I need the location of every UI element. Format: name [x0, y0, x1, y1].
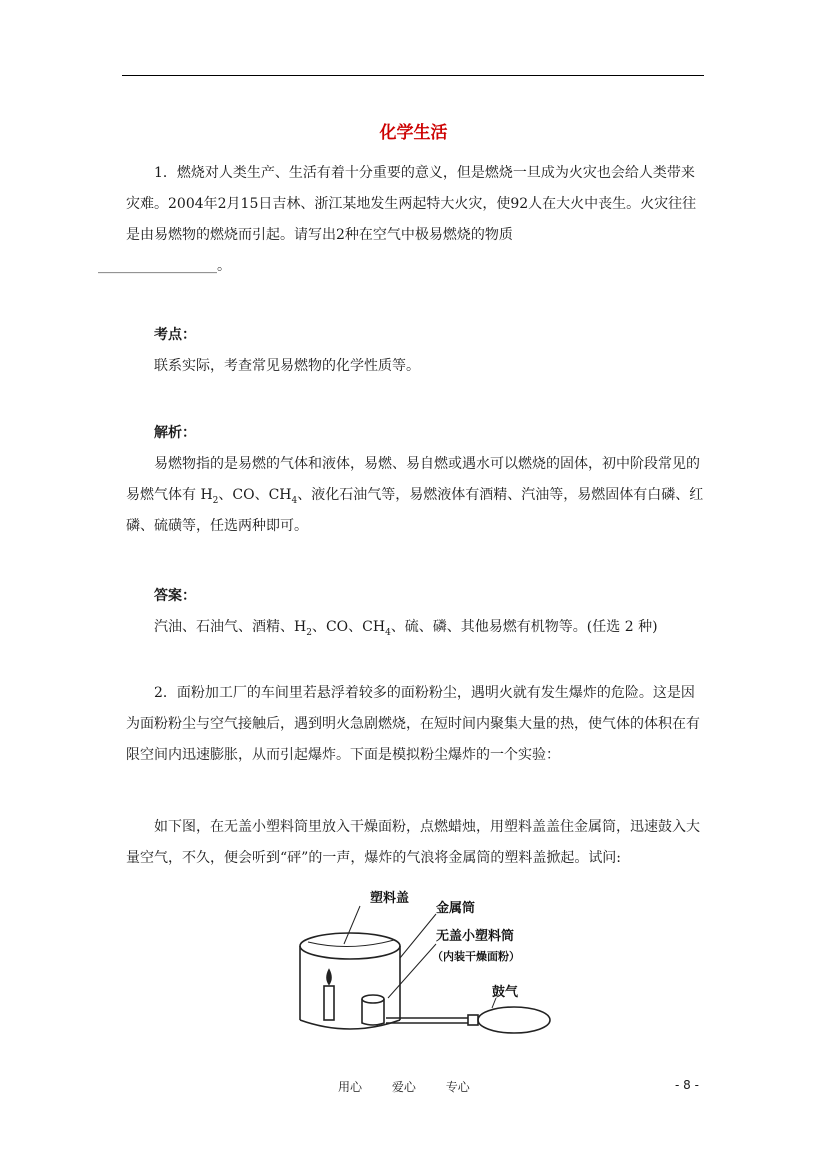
can-rim [300, 933, 400, 959]
footer-word: 用心 [338, 1080, 363, 1094]
candle [324, 986, 334, 1020]
question-2-experiment: 如下图，在无盖小塑料筒里放入干燥面粉，点燃蜡烛，用塑料盖盖住金属筒，迅速鼓入大量空气，不久，便会听到“砰”的一声，爆炸的气浪将金属筒的塑料盖掀起。试问: [126, 819, 700, 866]
blow-bulb [478, 1007, 550, 1033]
answer-blank: _________________。 [98, 258, 231, 274]
footer-word: 爱心 [391, 1080, 416, 1094]
label-cup-note: （内装干燥面粉） [432, 950, 520, 963]
question-1 [98, 158, 706, 282]
kaodian-section [126, 320, 706, 382]
page-number: - 8 - [675, 1078, 699, 1092]
label-lid: 塑料盖 [370, 891, 410, 906]
label-blow: 鼓气 [492, 985, 519, 1000]
jiexi-label: 解析： [154, 425, 196, 441]
dust-explosion-apparatus-figure [296, 888, 556, 1038]
page-title: 化学生活 [379, 123, 448, 143]
daan-label: 答案： [154, 588, 196, 604]
question-2: 2．面粉加工厂的车间里若悬浮着较多的面粉粉尘，遇明火就有发生爆炸的危险。这是因为面粉粉尘与空气接触后，遇到明火急剧燃烧，在短时间内聚集大量的热，使气体的体积在有限空间内迅速膨胀，从而引起爆炸。下面是模拟粉尘爆炸的一个实验： [126, 685, 700, 763]
kaodian-label: 考点： [154, 327, 196, 343]
footer-slogan [338, 1078, 496, 1095]
daan-text: 汽油、石油气、酒精、$H_2$、CO、$CH_4$、硫、磷、其他易燃有机物等。(任选 2 种) [154, 619, 658, 638]
candle-flame [327, 970, 331, 984]
kaodian-text: 联系实际，考查常见易燃物的化学性质等。 [154, 358, 420, 374]
cup-top [362, 995, 384, 1003]
jiexi-section [126, 418, 706, 542]
jiexi-text: 易燃物指的是易燃的气体和液体，易燃、易自燃或遇水可以燃烧的固体，初中阶段常见的易燃气体有 $H_2$、CO、$CH_4$、液化石油气等，易燃液体有酒精、汽油等，易燃固体有白磷、红磷、硫磺等，任选两种即可。 [126, 456, 704, 534]
header-rule [122, 75, 704, 76]
label-can: 金属筒 [436, 901, 476, 916]
daan-section [126, 581, 706, 643]
label-cup: 无盖小塑料筒 [436, 929, 515, 944]
footer-word: 专心 [445, 1080, 470, 1094]
question-1-text: 1．燃烧对人类生产、生活有着十分重要的意义，但是燃烧一旦成为火灾也会给人类带来灾难。2004年2月15日吉林、浙江某地发生两起特大火灾，使92人在大火中丧生。火灾往往是由易燃物的燃烧而引起。请写出2种在空气中极易燃烧的物质 [126, 165, 697, 243]
